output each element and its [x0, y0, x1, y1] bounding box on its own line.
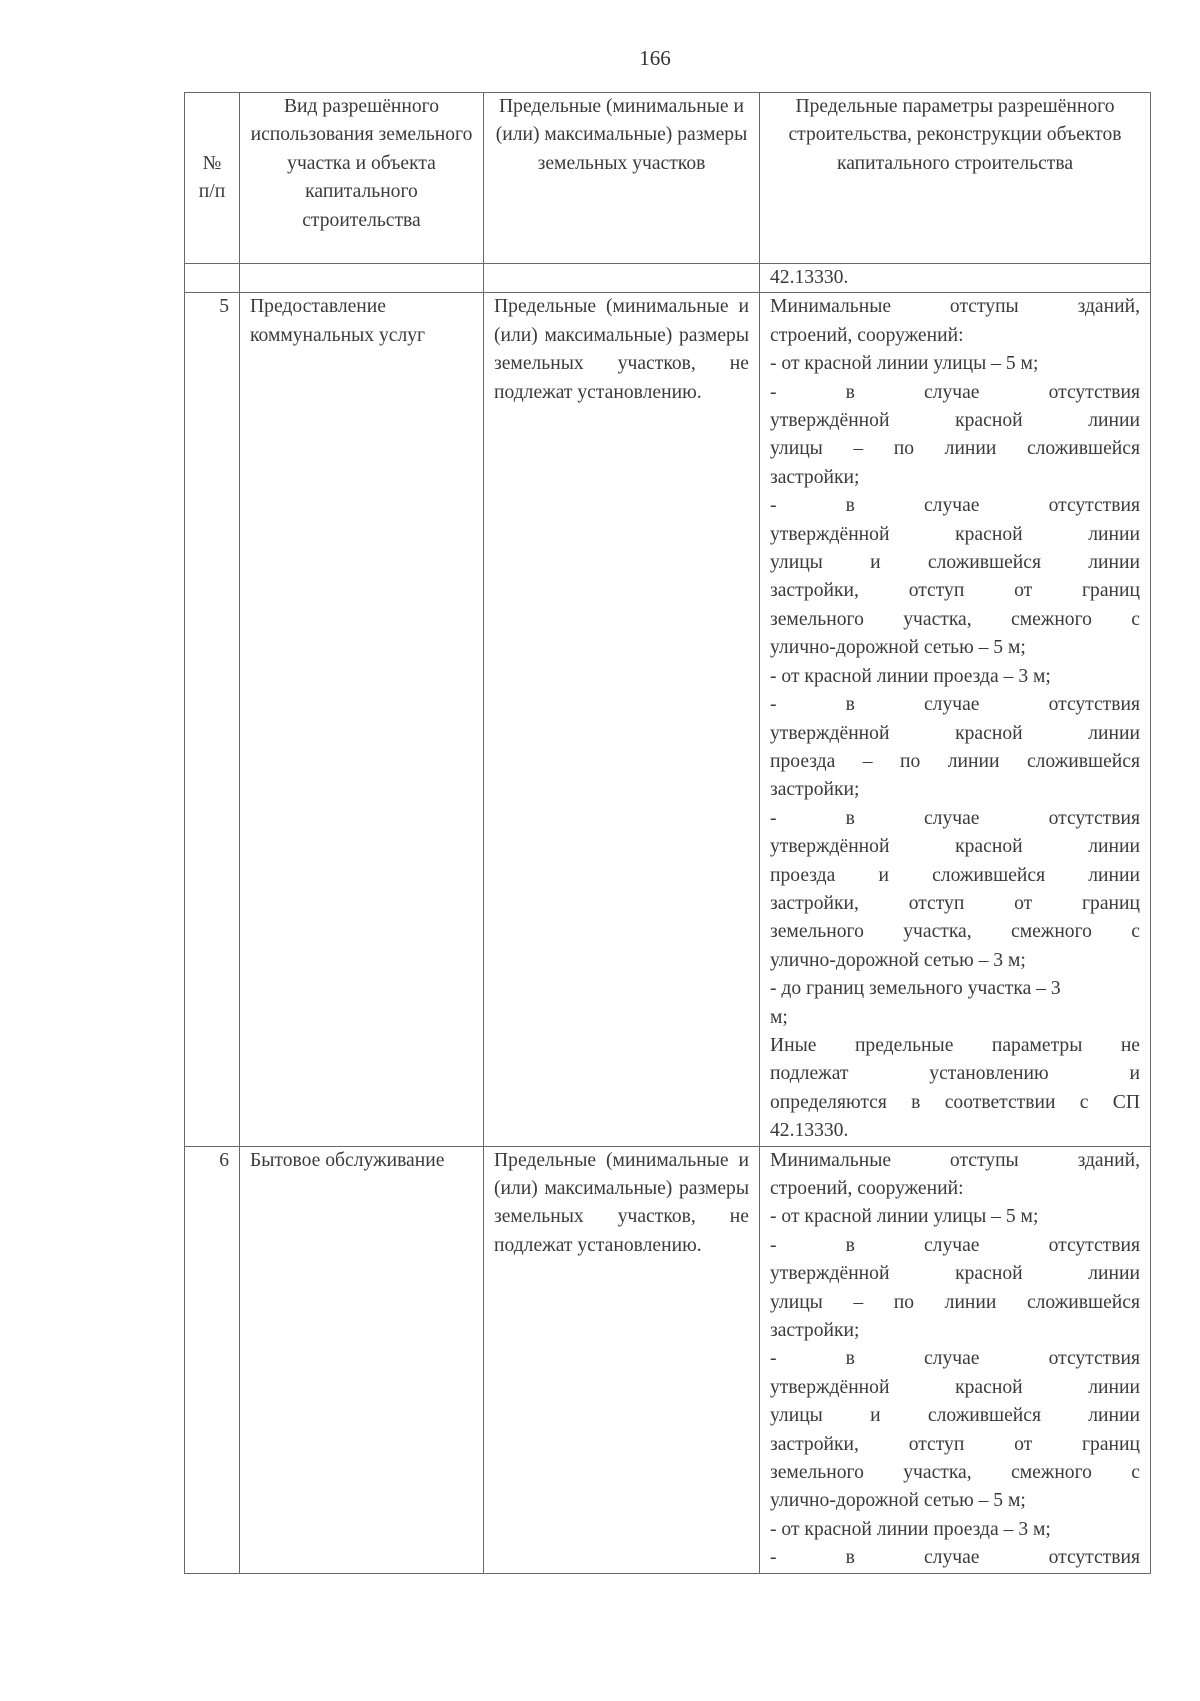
params-line: застройки; [770, 1320, 860, 1342]
params-line: улицы и сложившейся линии [770, 1405, 1140, 1427]
params-line: улицы – по линии сложившейся [770, 1291, 1140, 1313]
cell-params [760, 1146, 1151, 1573]
params-line: строений, сооружений: [770, 324, 964, 346]
params-line: утверждённой красной линии [770, 1263, 1140, 1285]
params-line: - от красной линии улицы – 5 м; [770, 1206, 1039, 1228]
params-line: - в случае отсутствия [770, 807, 1140, 829]
cell-params: 42.13330. [760, 264, 1151, 293]
params-line: утверждённой красной линии [770, 523, 1140, 545]
cell-num: 6 [185, 1146, 240, 1573]
params-line: - в случае отсутствия [770, 1348, 1140, 1370]
cell-kind: Предоставление коммунальных услуг [240, 293, 484, 1146]
params-line: - в случае отсутствия [770, 1547, 1140, 1569]
params-line: 42.13330. [770, 1120, 849, 1142]
params-line: строений, сооружений: [770, 1178, 964, 1199]
table-row [185, 1146, 1151, 1573]
params-line: утверждённой красной линии [770, 410, 1140, 432]
table-header-row [185, 93, 1151, 264]
cell-params [760, 293, 1151, 1146]
page-number: 166 [639, 46, 671, 70]
params-line: м; [770, 1006, 788, 1028]
params-line: - от красной линии проезда – 3 м; [770, 665, 1051, 687]
header-sizes: Предельные (минимальные и (или) максимальные) размеры земельных участков [484, 93, 760, 264]
params-line: улицы – по линии сложившейся [770, 438, 1140, 460]
params-line: застройки; [770, 466, 860, 488]
params-line: - от красной линии проезда – 3 м; [770, 1518, 1051, 1540]
params-line: улично-дорожной сетью – 5 м; [770, 637, 1026, 659]
params-line: земельного участка, смежного с [770, 921, 1140, 943]
land-use-table [184, 92, 1151, 1574]
params-line: застройки, отступ от границ [770, 580, 1140, 602]
params-line: - в случае отсутствия [770, 381, 1140, 403]
params-line: проезда – по линии сложившейся [770, 750, 1140, 772]
params-line: застройки; [770, 779, 860, 801]
params-line: улично-дорожной сетью – 5 м; [770, 1490, 1026, 1512]
header-params: Предельные параметры разрешённого строительства, реконструкции объектов капитального строительства [760, 93, 1151, 264]
cell-sizes [484, 264, 760, 293]
cell-num: 5 [185, 293, 240, 1146]
cell-kind: Бытовое обслуживание [240, 1146, 484, 1573]
params-line: земельного участка, смежного с [770, 1462, 1140, 1484]
params-line: утверждённой красной линии [770, 836, 1140, 858]
params-line: утверждённой красной линии [770, 1376, 1140, 1398]
params-line: застройки, отступ от границ [770, 892, 1140, 914]
params-line: земельного участка, смежного с [770, 608, 1140, 630]
header-kind: Вид разрешённого использования земельного участка и объекта капитального строительства [240, 93, 484, 264]
params-line: определяются в соответствии с СП [770, 1091, 1140, 1113]
params-line: утверждённой красной линии [770, 722, 1140, 744]
params-line: - до границ земельного участка – 3 [770, 978, 1061, 1000]
params-line: - в случае отсутствия [770, 694, 1140, 716]
header-num: № п/п [185, 93, 240, 264]
params-line: - от красной линии улицы – 5 м; [770, 353, 1039, 375]
params-line: - в случае отсутствия [770, 1234, 1140, 1256]
cell-num [185, 264, 240, 293]
params-line: подлежат установлению и [770, 1063, 1140, 1085]
params-line: Минимальные отступы зданий, [770, 1149, 1140, 1171]
table-row-continuation [185, 264, 1151, 293]
params-line: застройки, отступ от границ [770, 1433, 1140, 1455]
cell-kind [240, 264, 484, 293]
params-line: Минимальные отступы зданий, [770, 296, 1140, 318]
params-line: улично-дорожной сетью – 3 м; [770, 949, 1026, 971]
params-line: проезда и сложившейся линии [770, 864, 1140, 886]
cell-sizes: Предельные (минимальные и (или) максимальные) размеры земельных участков, не подлежат установлению. [484, 1146, 760, 1573]
params-line: - в случае отсутствия [770, 495, 1140, 517]
table-row [185, 293, 1151, 1146]
params-line: Иные предельные параметры не [770, 1034, 1140, 1056]
params-line: улицы и сложившейся линии [770, 552, 1140, 574]
cell-sizes: Предельные (минимальные и (или) максимальные) размеры земельных участков, не подлежат установлению. [484, 293, 760, 1146]
